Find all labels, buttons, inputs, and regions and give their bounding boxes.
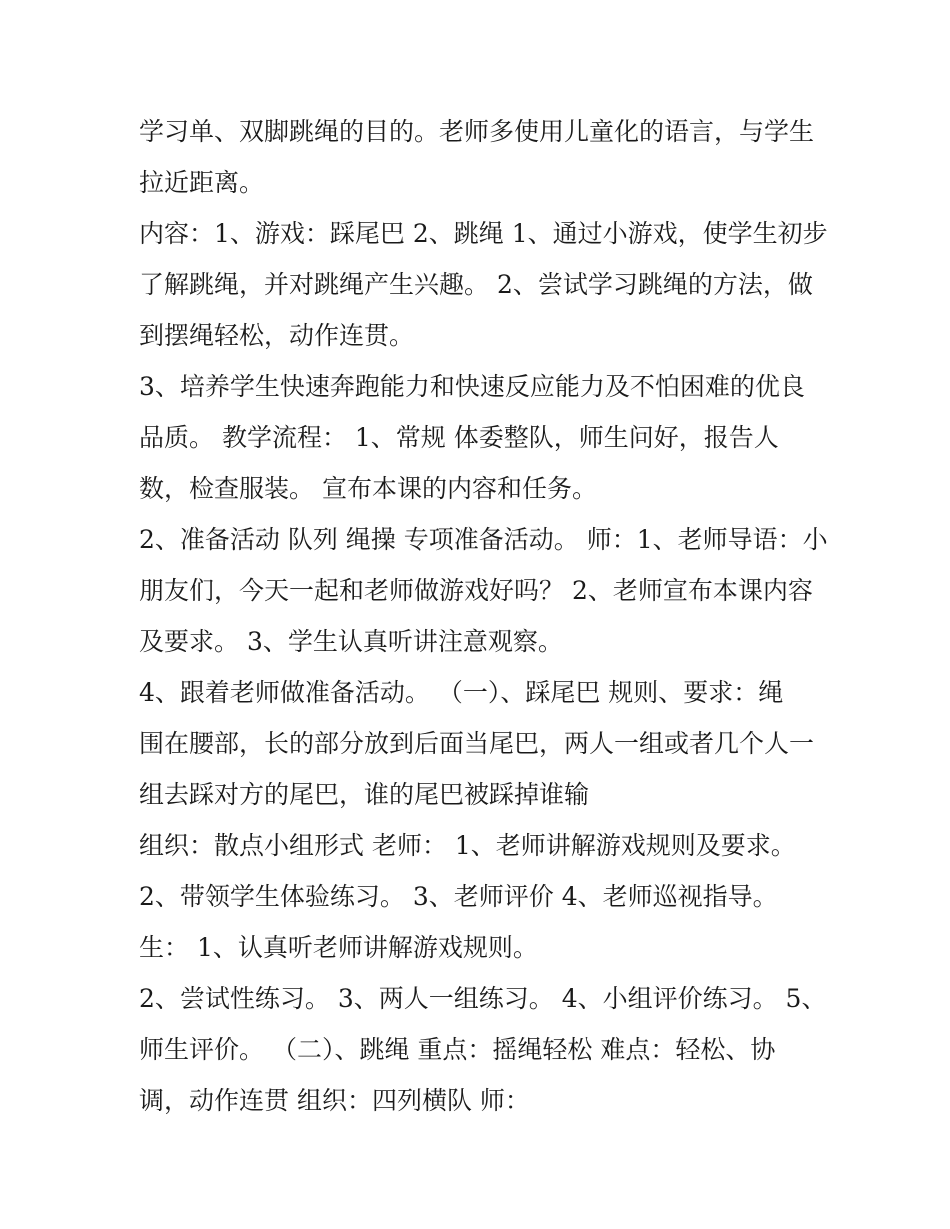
- text-line: 师生评价。 （二）、跳绳 重点：摇绳轻松 难点：轻松、协: [139, 1035, 776, 1064]
- text-line: 内容：1、游戏：踩尾巴 2、跳绳 1、通过小游戏，使学生初步: [139, 219, 828, 248]
- text-line: 了解跳绳，并对跳绳产生兴趣。 2、尝试学习跳绳的方法，做: [139, 270, 813, 299]
- text-line: 拉近距离。: [139, 168, 265, 197]
- text-line: 组织：散点小组形式 老师： 1、老师讲解游戏规则及要求。: [139, 831, 796, 860]
- text-line: 朋友们，今天一起和老师做游戏好吗？ 2、老师宣布本课内容: [139, 576, 813, 605]
- text-line: 2、准备活动 队列 绳操 专项准备活动。 师：1、老师导语：小: [139, 525, 828, 554]
- text-line: 2、带领学生体验练习。 3、老师评价 4、老师巡视指导。: [139, 882, 778, 911]
- text-line: 及要求。 3、学生认真听讲注意观察。: [139, 627, 563, 656]
- text-line: 4、跟着老师做准备活动。 （一）、踩尾巴 规则、要求：绳: [139, 678, 784, 707]
- text-line: 学习单、双脚跳绳的目的。老师多使用儿童化的语言，与学生: [139, 117, 815, 146]
- text-line: 2、尝试性练习。 3、两人一组练习。 4、小组评价练习。 5、: [139, 984, 827, 1013]
- text-line: 调，动作连贯 组织：四列横队 师：: [139, 1086, 530, 1115]
- text-line: 数，检查服装。 宣布本课的内容和任务。: [139, 474, 597, 503]
- text-line: 生： 1、认真听老师讲解游戏规则。: [139, 933, 538, 962]
- text-line: 围在腰部，长的部分放到后面当尾巴，两人一组或者几个人一: [139, 729, 815, 758]
- text-line: 品质。 教学流程： 1、常规 体委整队，师生问好，报告人: [139, 423, 779, 452]
- document-body: [139, 106, 828, 1126]
- text-line: 3、培养学生快速奔跑能力和快速反应能力及不怕困难的优良: [139, 372, 805, 401]
- text-line: 到摆绳轻松，动作连贯。: [139, 321, 415, 350]
- text-line: 组去踩对方的尾巴，谁的尾巴被踩掉谁输: [139, 780, 590, 809]
